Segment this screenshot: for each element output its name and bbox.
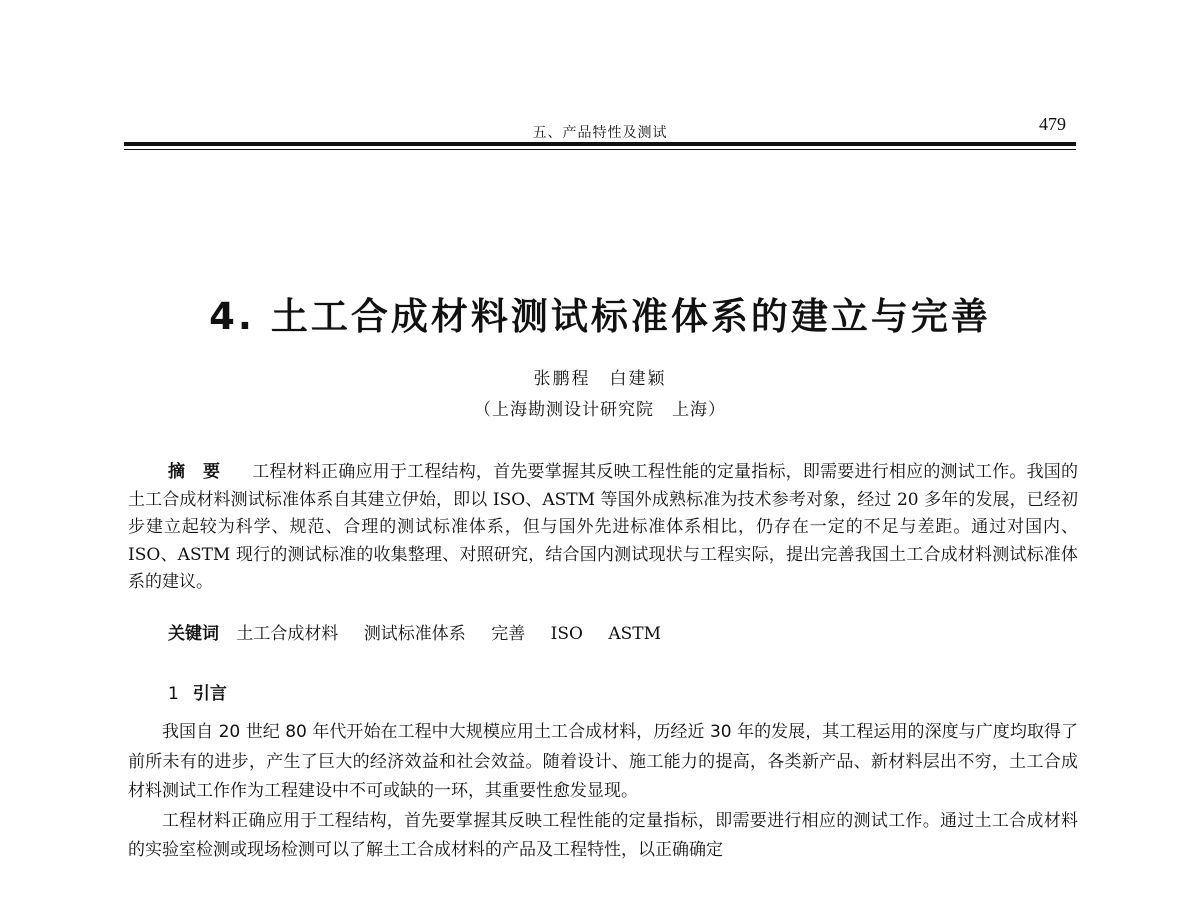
keyword: ISO <box>550 624 583 644</box>
keyword: 测试标准体系 <box>363 624 466 644</box>
running-header <box>124 112 1076 152</box>
abstract-label: 摘要 <box>168 462 238 482</box>
keyword: 土工合成材料 <box>236 624 339 644</box>
section-number: 1 <box>168 684 179 704</box>
body-text <box>128 718 1078 866</box>
page-number: 479 <box>1039 114 1066 134</box>
paragraph: 我国自 20 世纪 80 年代开始在工程中大规模应用土工合成材料，历经近 30 年的发展，其工程运用的深度与广度均取得了前所未有的进步，产生了巨大的经济效益和社会效益。随着设计、施工能力的提高，各类新产品、新材料层出不穷，土工合成材料测试工作作为工程建设中不可或缺的一环，其重要性愈发显现。 <box>128 722 1078 801</box>
section-title: 引言 <box>192 684 227 704</box>
keywords-label: 关键词 <box>168 624 219 644</box>
authors: 张鹏程 白建颖 <box>533 369 667 389</box>
header-rule-thick <box>124 142 1076 146</box>
affiliation: （上海勘测设计研究院 上海） <box>474 400 726 420</box>
running-section-title: 五、产品特性及测试 <box>532 125 668 141</box>
abstract <box>128 459 1078 597</box>
section-heading <box>168 679 227 704</box>
article-title: 4. 土工合成材料测试标准体系的建立与完善 <box>209 295 991 338</box>
header-rule-thin <box>124 149 1076 150</box>
keywords <box>168 619 681 644</box>
paragraph: 工程材料正确应用于工程结构，首先要掌握其反映工程性能的定量指标，即需要进行相应的测试工作。通过土工合成材料的实验室检测或现场检测可以了解土工合成材料的产品及工程特性，以正确确定 <box>128 810 1078 860</box>
keyword: ASTM <box>608 624 662 644</box>
keyword: 完善 <box>491 624 526 644</box>
abstract-text: 工程材料正确应用于工程结构，首先要掌握其反映工程性能的定量指标，即需要进行相应的测试工作。我国的土工合成材料测试标准体系自其建立伊始，即以 ISO、ASTM 等国外成熟标准为技术参考对象，经过 20 多年的发展，已经初步建立起较为科学、规范、合理的测试标准体系，但与国外先进标准体系相比，仍存在一定的不足与差距。通过对国内、ISO、ASTM 现行的测试标准的收集整理、对照研究，结合国内测试现状与工程实际，提出完善我国土工合成材料测试标准体系的建议。 <box>128 462 1078 592</box>
